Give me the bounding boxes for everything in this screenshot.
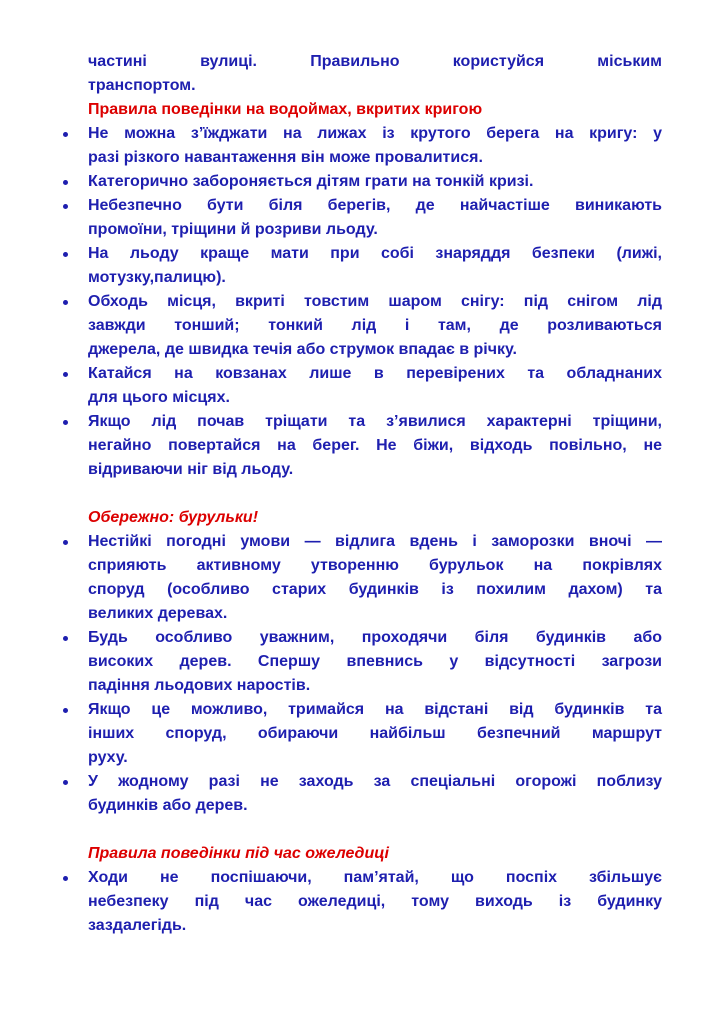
bullet-item <box>88 194 662 242</box>
bullet-dot-icon <box>63 180 68 185</box>
text-line: частині вулиці. Правильно користуйся міським <box>88 53 662 70</box>
bullet-item <box>88 866 662 938</box>
bullet-dot-icon <box>63 420 68 425</box>
text-line: Ходи не поспішаючи, пам’ятай, що поспіх збільшує <box>88 869 662 886</box>
document-content <box>88 50 662 938</box>
section-heading: Правила поведінки під час ожеледиці <box>88 845 389 862</box>
text-line: завжди тонший; тонкий лід і там, де розливаються <box>88 317 662 334</box>
bullet-dot-icon <box>63 876 68 881</box>
text-line: сприяють активному утворенню бурульок на покрівлях <box>88 557 662 574</box>
bullet-item <box>88 362 662 410</box>
text-line: для цього місцях. <box>88 389 230 406</box>
text-line: джерела, де швидка течія або струмок впадає в річку. <box>88 341 517 358</box>
bullet-item <box>88 530 662 626</box>
text-line: споруд (особливо старих будинків із похилим дахом) та <box>88 581 662 598</box>
text-line: відриваючи ніг від льоду. <box>88 461 294 478</box>
bullet-item <box>88 122 662 170</box>
text-line: мотузку,палицю). <box>88 269 226 286</box>
text-line: руху. <box>88 749 128 766</box>
text-line: У жодному разі не заходь за спеціальні огорожі поблизу <box>88 773 662 790</box>
bullet-item <box>88 770 662 818</box>
bullet-dot-icon <box>63 540 68 545</box>
text-line: Якщо це можливо, тримайся на відстані від будинків та <box>88 701 662 718</box>
text-line: небезпеку під час ожеледиці, тому виходь із будинку <box>88 893 662 910</box>
text-line: негайно повертайся на берег. Не біжи, відходь повільно, не <box>88 437 662 454</box>
text-line: падіння льодових наростів. <box>88 677 311 694</box>
bullet-dot-icon <box>63 252 68 257</box>
text-line: Якщо лід почав тріщати та з’явилися характерні тріщини, <box>88 413 662 430</box>
text-line: Категорично забороняється дітям грати на тонкій кризі. <box>88 173 534 190</box>
bullet-dot-icon <box>63 132 68 137</box>
text-line: будинків або дерев. <box>88 797 248 814</box>
text-line: Катайся на ковзанах лише в перевірених та обладнаних <box>88 365 662 382</box>
body-paragraph <box>88 50 662 98</box>
text-line: промоїни, тріщини й розриви льоду. <box>88 221 378 238</box>
bullet-item <box>88 290 662 362</box>
bullet-item <box>88 410 662 482</box>
bullet-item <box>88 698 662 770</box>
bullet-dot-icon <box>63 708 68 713</box>
blank-line <box>88 818 662 842</box>
section-heading: Правила поведінки на водоймах, вкритих кригою <box>88 101 483 118</box>
blank-line <box>88 482 662 506</box>
bullet-item <box>88 170 662 194</box>
text-line: великих деревах. <box>88 605 228 622</box>
text-line: разі різкого навантаження він може провалитися. <box>88 149 483 166</box>
text-line: Не можна з’їжджати на лижах із крутого берега на кригу: у <box>88 125 662 142</box>
section-heading: Обережно: бурульки! <box>88 509 259 526</box>
bullet-item <box>88 242 662 290</box>
text-line: На льоду краще мати при собі знаряддя безпеки (лижі, <box>88 245 662 262</box>
text-line: транспортом. <box>88 77 196 94</box>
bullet-dot-icon <box>63 372 68 377</box>
text-line: інших споруд, обираючи найбільш безпечний маршрут <box>88 725 662 742</box>
text-line: високих дерев. Спершу впевнись у відсутності загрози <box>88 653 662 670</box>
bullet-dot-icon <box>63 204 68 209</box>
text-line: Нестійкі погодні умови — відлига вдень і заморозки вночі — <box>88 533 662 550</box>
bullet-dot-icon <box>63 300 68 305</box>
text-line: Будь особливо уважним, проходячи біля будинків або <box>88 629 662 646</box>
text-line: Обходь місця, вкриті товстим шаром снігу: під снігом лід <box>88 293 662 310</box>
text-line: Небезпечно бути біля берегів, де найчастіше виникають <box>88 197 662 214</box>
bullet-dot-icon <box>63 636 68 641</box>
text-line: заздалегідь. <box>88 917 187 934</box>
bullet-item <box>88 626 662 698</box>
bullet-dot-icon <box>63 780 68 785</box>
